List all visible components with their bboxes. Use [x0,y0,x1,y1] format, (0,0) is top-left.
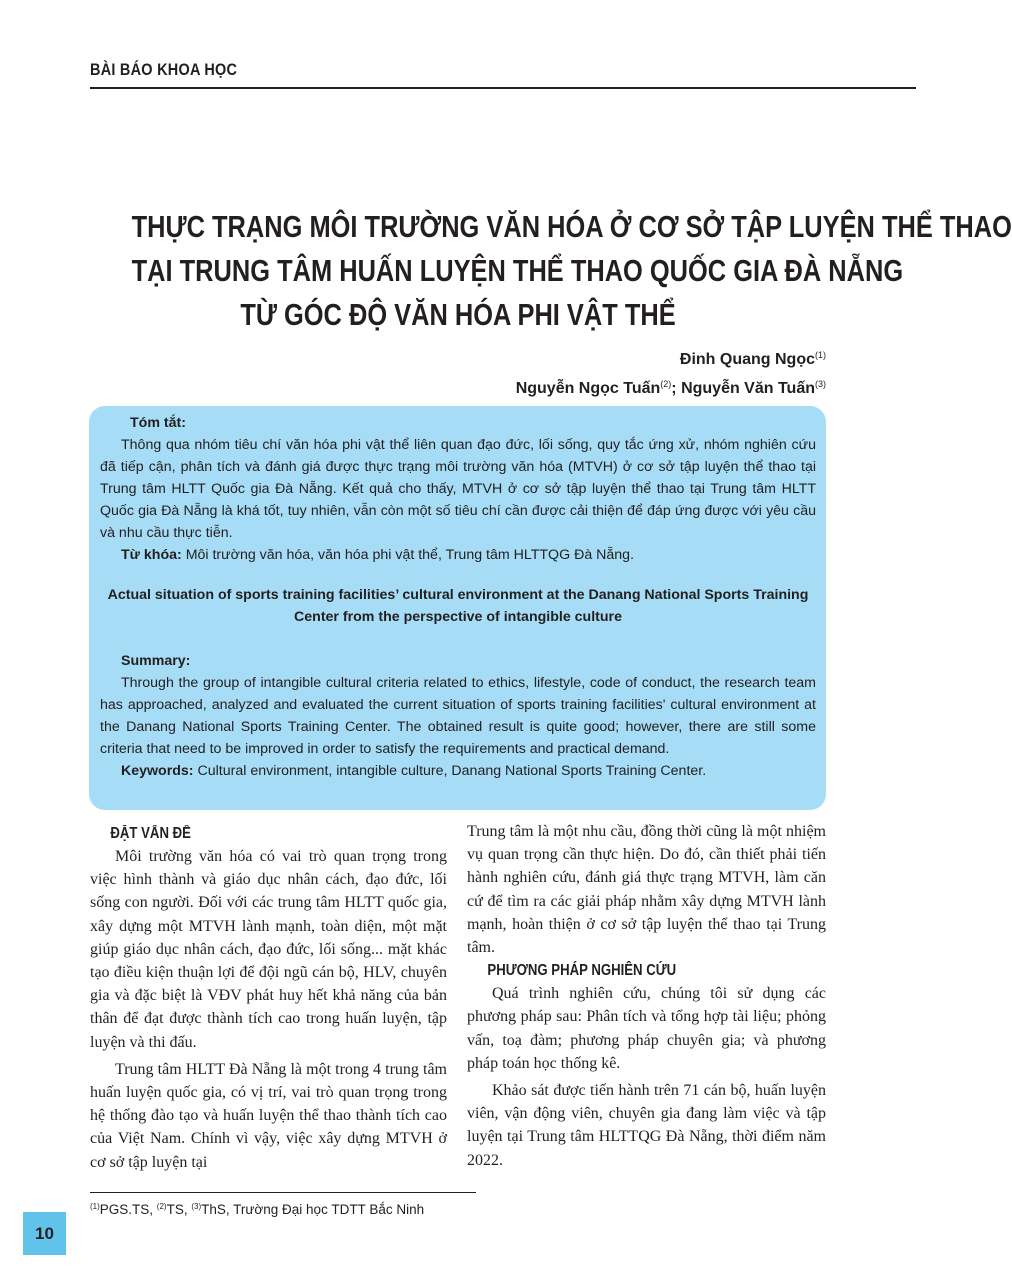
body-paragraph: Môi trường văn hóa có vai trò quan trọng trong việc hình thành và giáo dục nhân cách, đạo đức, lối sống con người. Đối với các trung tâm HLTT quốc gia, xây dựng một MTVH lành mạnh, toàn diện, một mặt giúp giáo dục nhân cách, đạo đức, lối sống... mặt khác tạo điều kiện thuận lợi để đội ngũ cán bộ, HLV, chuyên gia và đặc biệt là VĐV phát huy hết khả năng của bản thân để đạt được thành tích cao trong huấn luyện, tập luyện và thi đấu. [90,848,447,1051]
body-paragraph: Khảo sát được tiến hành trên 71 cán bộ, huấn luyện viên, vận động viên, chuyên gia đang làm việc và tập luyện tại Trung tâm HLTTQG Đà Nẵng, thời điểm năm 2022. [467,1082,826,1169]
footnote-text: PGS.TS, [99,1202,157,1217]
footnote-text: ThS, Trường Đại học TDTT Bắc Ninh [201,1202,425,1217]
page-number: 10 [23,1212,66,1255]
title-line-3: TỪ GÓC ĐỘ VĂN HÓA PHI VẬT THỂ [240,297,676,332]
body-column-right [467,820,826,1172]
abstract-en [100,650,816,782]
keywords-en-label: Keywords: [121,763,194,779]
section-label: BÀI BÁO KHOA HỌC [90,60,238,79]
author-affiliation-mark: (2) [660,379,672,389]
author-name: Đinh Quang Ngọc [679,351,815,368]
keywords-en-text: Cultural environment, intangible culture, Danang National Sports Training Center. [197,763,707,779]
author-list [516,343,826,401]
footnote-mark: (3) [191,1202,202,1211]
author-line-1 [516,343,826,372]
author-affiliation-mark: (1) [815,350,826,360]
abstract-vi-text: Thông qua nhóm tiêu chí văn hóa phi vật thể liên quan đạo đức, lối sống, quy tắc ứng xử, nhóm nghiên cứu đã tiếp cận, phân tích và đánh giá được thực trạng môi trường văn hóa (MTVH) ở cơ sở tập luyện thể thao tại Trung tâm HLTT Quốc gia Đà Nẵng. Kết quả cho thấy, MTVH ở cơ sở tập luyện thể thao tại Trung tâm HLTT Quốc gia Đà Nẵng là khá tốt, tuy nhiên, vẫn còn một số tiêu chí cần được cải thiện để đáp ứng được với yêu cầu và nhu cầu thực tiễn. [100,437,816,541]
title-line-2: TẠI TRUNG TÂM HUẤN LUYỆN THỂ THAO QUỐC GIA ĐÀ NẴNG [131,253,904,288]
body-paragraph: Quá trình nghiên cứu, chúng tôi sử dụng các phương pháp sau: Phân tích và tổng hợp tài liệu; phỏng vấn, toạ đàm; phương pháp chuyên gia; và phương pháp toán học thống kê. [467,985,826,1072]
footnote-text: TS, [166,1202,192,1217]
body-paragraph: Trung tâm là một nhu cầu, đồng thời cũng là một nhiệm vụ quan trọng cần thực hiện. Do đó, cần thiết phải tiến hành nghiên cứu, đánh giá thực trạng MTVH, làm căn cứ để tìm ra các giải pháp nhằm xây dựng MTVH lành mạnh, hoàn thiện ở cơ sở tập luyện thể thao tại Trung tâm. [467,823,826,957]
footnote-mark: (2) [156,1202,167,1211]
footnote-mark: (1) [90,1202,100,1211]
title-line-1: THỰC TRẠNG MÔI TRƯỜNG VĂN HÓA Ở CƠ SỞ TẬP LUYỆN THỂ THAO [131,209,1012,244]
keywords-vi-label: Từ khóa: [121,547,182,563]
body-column-left [90,822,447,1174]
english-title: Actual situation of sports training facilities’ cultural environment at the Danang National Sports Training Center from the perspective of intangible culture [107,587,809,625]
heading-methods: PHƯƠNG PHÁP NGHIÊN CỨU [487,962,677,980]
author-separator: ; [671,380,677,397]
abstract-vi-label: Tóm tắt: [130,415,186,431]
author-affiliation-mark: (3) [815,379,826,389]
body-paragraph: Trung tâm HLTT Đà Nẵng là một trong 4 trung tâm huấn luyện quốc gia, có vị trí, vai trò quan trọng trong hệ thống đào tạo và huấn luyện thể thao thành tích cao của Việt Nam. Chính vì vậy, việc xây dựng MTVH ở cơ sở tập luyện tại [90,1060,447,1171]
footnote [90,1198,424,1219]
summary-text: Through the group of intangible cultural criteria related to ethics, lifestyle, code of conduct, the research team has approached, analyzed and evaluated the current situation of sports training facilities' cultural environment at the Danang National Sports Training Center. The obtained result is quite good; however, there are still some criteria that need to be improved in order to satisfy the requirements and practical demand. [100,675,816,757]
article-title [60,205,1012,337]
abstract-vi [100,412,816,566]
heading-introduction: ĐẶT VẤN ĐỀ [110,825,191,842]
keywords-vi-text: Môi trường văn hóa, văn hóa phi vật thể, Trung tâm HLTTQG Đà Nẵng. [185,547,635,563]
author-name: Nguyễn Ngọc Tuấn [515,380,661,397]
summary-label: Summary: [121,653,191,669]
header-rule [90,87,916,89]
footnote-rule [90,1192,476,1193]
author-line-2 [516,372,826,401]
author-name: Nguyễn Văn Tuấn [681,380,815,397]
